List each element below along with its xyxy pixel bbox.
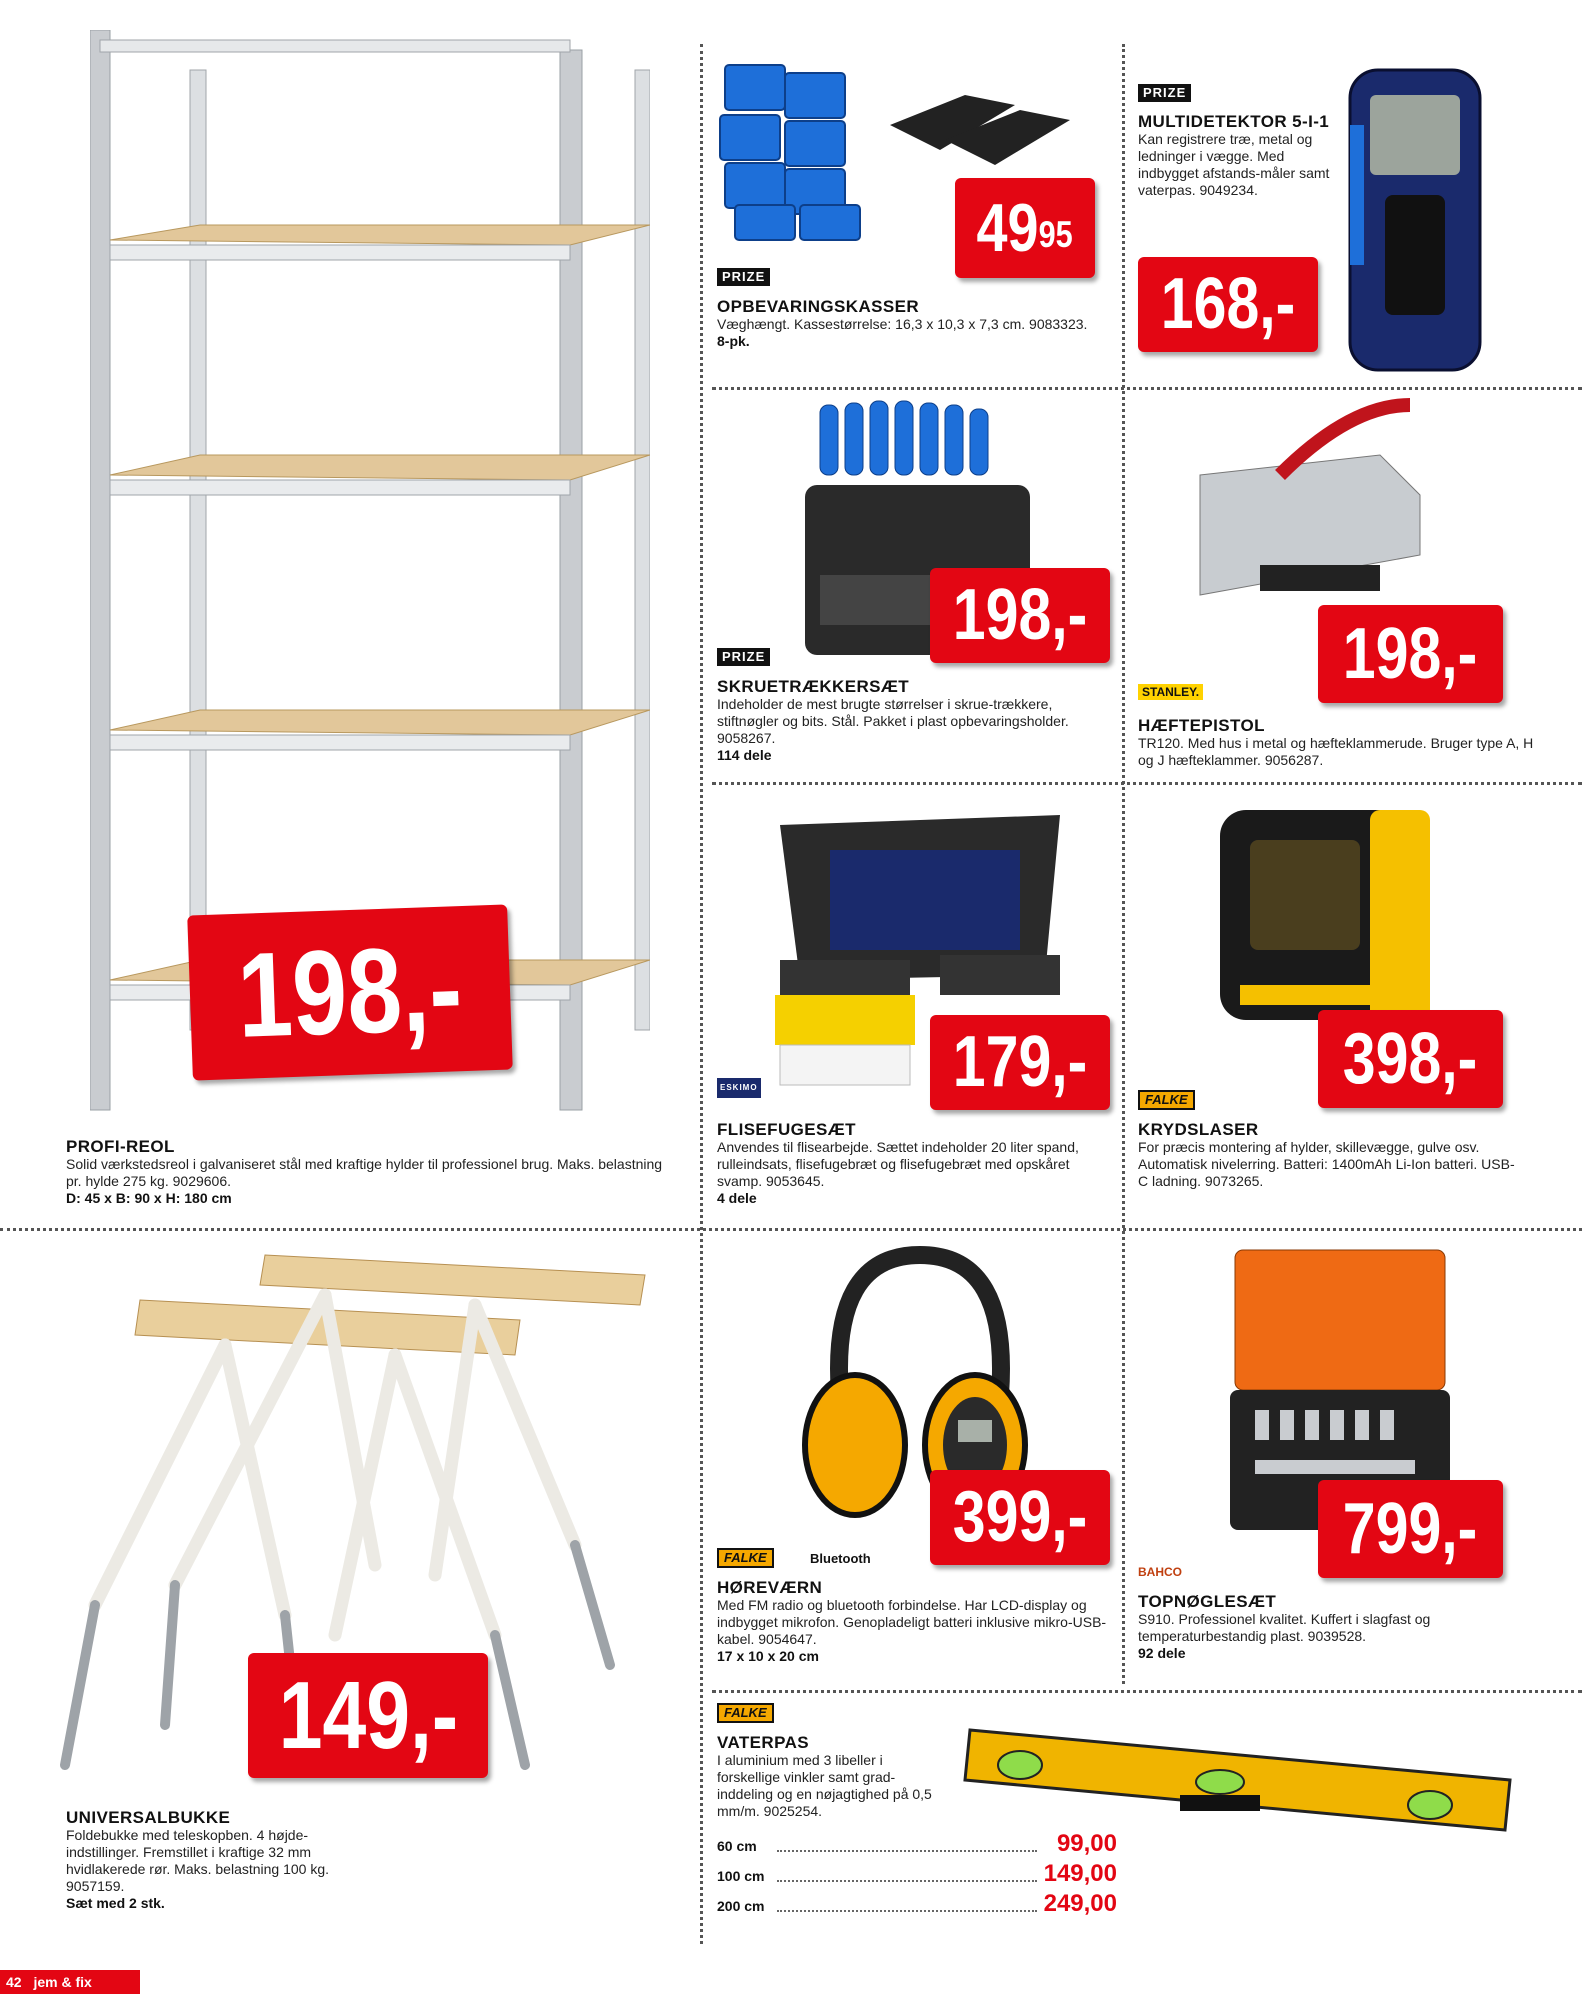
row-divider <box>712 1690 1582 1693</box>
product-title: VATERPAS <box>717 1733 809 1752</box>
product-universalbukke <box>66 1808 366 1912</box>
store-logo: jem & fix <box>33 1974 92 1990</box>
price-tag: 179,- <box>930 1015 1110 1110</box>
product-haeftepistol <box>1138 716 1538 769</box>
product-opbevaringskasser <box>717 297 1107 350</box>
level-size-row <box>717 1860 1117 1886</box>
product-title: PROFI-REOL <box>66 1137 175 1156</box>
product-title: TOPNØGLESÆT <box>1138 1592 1277 1611</box>
column-divider <box>1122 44 1125 1684</box>
brand-logo: ESKIMO <box>717 1078 761 1098</box>
size-price: 249,00 <box>1043 1890 1117 1917</box>
price-tag: 149,- <box>248 1653 488 1778</box>
column-divider <box>700 44 703 1944</box>
product-title: SKRUETRÆKKERSÆT <box>717 677 910 696</box>
product-description: Væghængt. Kassestørrelse: 16,3 x 10,3 x 7,3 cm. 9083323. <box>717 316 1088 332</box>
size-label: 60 cm <box>717 1838 757 1854</box>
dotted-leader <box>777 1880 1037 1882</box>
price-tag: 799,- <box>1318 1480 1503 1578</box>
product-dimensions: 17 x 10 x 20 cm <box>717 1648 819 1664</box>
product-description: Anvendes til flisearbejde. Sættet indeholder 20 liter spand, rulleindsats, flisefugebræt og flisefugebræt med opskåret svamp. 9053645. <box>717 1139 1079 1189</box>
product-title: FLISEFUGESÆT <box>717 1120 856 1139</box>
product-count: 4 dele <box>717 1190 757 1206</box>
brand-logo: PRIZE <box>1138 84 1191 102</box>
product-description: I aluminium med 3 libeller i forskellige vinkler samt grad-inddeling og en nøjagtighed på 0,5 mm/m. 9025254. <box>717 1752 932 1819</box>
level-size-row <box>717 1890 1117 1916</box>
brand-logo: STANLEY. <box>1138 684 1203 700</box>
row-divider <box>712 782 1582 785</box>
product-title: HØREVÆRN <box>717 1578 823 1597</box>
product-title: MULTIDETEKTOR 5-I-1 <box>1138 112 1330 131</box>
size-label: 200 cm <box>717 1898 765 1914</box>
brand-logo: PRIZE <box>717 648 770 666</box>
brand-logo: FALKE <box>1138 1090 1195 1110</box>
page-footer <box>0 1970 140 1994</box>
product-count: 114 dele <box>717 747 772 763</box>
product-skruetraekkersaet <box>717 677 1097 764</box>
product-description: Indeholder de mest brugte størrelser i skrue-trækkere, stiftnøgler og bits. Stål. Pakket i plast opbevaringsholder. 9058267. <box>717 696 1069 746</box>
price-tag: 168,- <box>1138 257 1318 352</box>
bluetooth-logo: Bluetooth <box>810 1551 871 1566</box>
brand-logo: BAHCO <box>1138 1565 1182 1579</box>
price-tag: $49^{95}$ <box>955 178 1095 278</box>
product-pack: 8-pk. <box>717 333 750 349</box>
product-profi-reol <box>66 1137 666 1207</box>
price-tag: 398,- <box>1318 1010 1503 1108</box>
product-dimensions: D: 45 x B: 90 x H: 180 cm <box>66 1190 232 1206</box>
product-vaterpas <box>717 1733 947 1820</box>
product-horevaern <box>717 1578 1107 1665</box>
product-title: OPBEVARINGSKASSER <box>717 297 920 316</box>
price-tag: 198,- <box>187 904 513 1080</box>
brand-logo: FALKE <box>717 1548 774 1568</box>
dotted-leader <box>777 1910 1037 1912</box>
spirit-level-image <box>960 1720 1520 1840</box>
brand-logo: PRIZE <box>717 268 770 286</box>
product-description: Kan registrere træ, metal og ledninger i vægge. Med indbygget afstands-måler samt vaterpas. 9049234. <box>1138 131 1330 198</box>
product-title: KRYDSLASER <box>1138 1120 1259 1139</box>
row-divider <box>712 387 1582 390</box>
cross-line-laser-image <box>1210 800 1440 1030</box>
staple-gun-image <box>1180 395 1440 605</box>
size-price: 99,00 <box>1056 1830 1117 1857</box>
product-count: 92 dele <box>1138 1645 1186 1661</box>
level-price-list <box>717 1830 1117 1926</box>
product-description: TR120. Med hus i metal og hæfteklammerude. Bruger type A, H og J hæfteklammer. 9056287. <box>1138 735 1534 768</box>
product-description: S910. Professionel kvalitet. Kuffert i slagfast og temperaturbestandig plast. 9039528. <box>1138 1611 1431 1644</box>
price-tag: 198,- <box>1318 605 1503 703</box>
product-topnoglesaet <box>1138 1592 1528 1662</box>
product-krydslaser <box>1138 1120 1518 1190</box>
product-description: For præcis montering af hylder, skillevægge, gulve osv. Automatisk nivelerring. Batteri: 1400mAh Li-Ion batteri. USB-C ladning. 9073265. <box>1138 1139 1515 1189</box>
row-divider <box>0 1228 1582 1231</box>
product-multidetektor <box>1138 112 1338 199</box>
product-title: HÆFTEPISTOL <box>1138 716 1265 735</box>
product-description: Foldebukke med teleskopben. 4 højde-indstillinger. Fremstillet i kraftige 32 mm hvidlakerede rør. Maks. belastning 100 kg. 9057159. <box>66 1827 330 1894</box>
product-title: UNIVERSALBUKKE <box>66 1808 231 1827</box>
product-description: Med FM radio og bluetooth forbindelse. Har LCD-display og indbygget mikrofon. Genopladeligt batteri inklusive mikro-USB-kabel. 9054647. <box>717 1597 1107 1647</box>
price-tag: 198,- <box>930 568 1110 663</box>
brand-logo: FALKE <box>717 1703 774 1723</box>
size-label: 100 cm <box>717 1868 765 1884</box>
product-description: Solid værkstedsreol i galvaniseret stål med kraftige hylder til professionel brug. Maks. belastning pr. hylde 275 kg. 9029606. <box>66 1156 663 1189</box>
page-number: 42 <box>6 1974 22 1990</box>
size-price: 149,00 <box>1043 1860 1117 1887</box>
price-tag: 399,- <box>930 1470 1110 1565</box>
dotted-leader <box>777 1850 1037 1852</box>
multidetector-image <box>1340 65 1490 375</box>
level-size-row <box>717 1830 1117 1856</box>
product-flisefugesaet <box>717 1120 1107 1207</box>
product-pack: Sæt med 2 stk. <box>66 1895 165 1911</box>
